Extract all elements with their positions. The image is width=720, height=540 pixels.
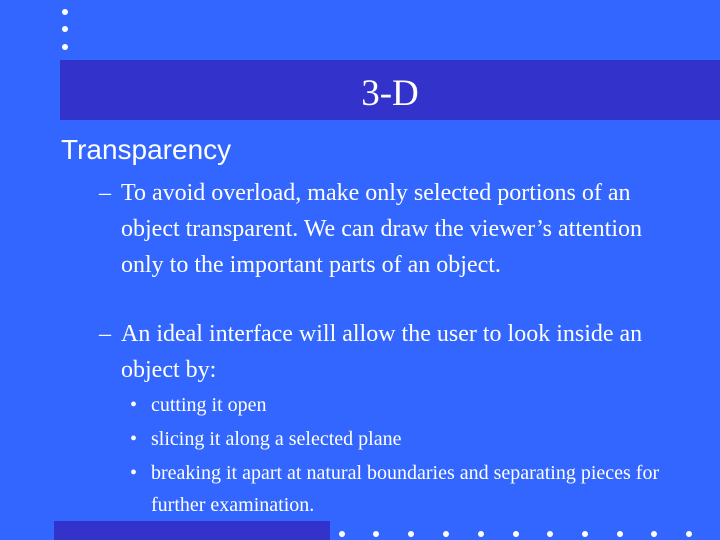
decorative-dot — [617, 531, 623, 537]
decorative-dot — [651, 531, 657, 537]
decorative-dot — [547, 531, 553, 537]
decorative-dot — [513, 531, 519, 537]
list-item — [130, 423, 690, 455]
decorative-dot — [686, 531, 692, 537]
subpoint-text: slicing it along a selected plane — [151, 428, 402, 450]
decorative-dot — [62, 26, 68, 32]
list-item — [130, 457, 690, 521]
subpoint-text: breaking it apart at natural boundaries and separating pieces for further examination. — [151, 462, 660, 516]
decorative-dot — [62, 44, 68, 50]
point-text: An ideal interface will allow the user to look inside an object by: — [121, 321, 643, 383]
decorative-dot — [478, 531, 484, 537]
decorative-dot — [582, 531, 588, 537]
list-item — [130, 389, 690, 421]
list-item — [99, 316, 679, 388]
subpoint-text: cutting it open — [151, 394, 267, 416]
decorative-dot — [339, 531, 345, 537]
list-item — [99, 175, 679, 283]
decorative-dot — [408, 531, 414, 537]
decorative-dot — [373, 531, 379, 537]
bottom-band — [54, 521, 330, 540]
slide-title: 3-D — [361, 73, 419, 114]
slide-heading: Transparency — [61, 134, 232, 165]
decorative-dot — [443, 531, 449, 537]
dash-marker: – — [99, 321, 111, 347]
bullet-marker: • — [130, 394, 138, 416]
point-text: To avoid overload, make only selected portions of an object transparent. We can draw the viewer’s attention only to the important parts of an object. — [121, 180, 642, 278]
bullet-marker: • — [130, 428, 138, 450]
dash-marker: – — [99, 180, 111, 206]
bullet-marker: • — [130, 462, 138, 484]
decorative-dot — [62, 9, 68, 15]
